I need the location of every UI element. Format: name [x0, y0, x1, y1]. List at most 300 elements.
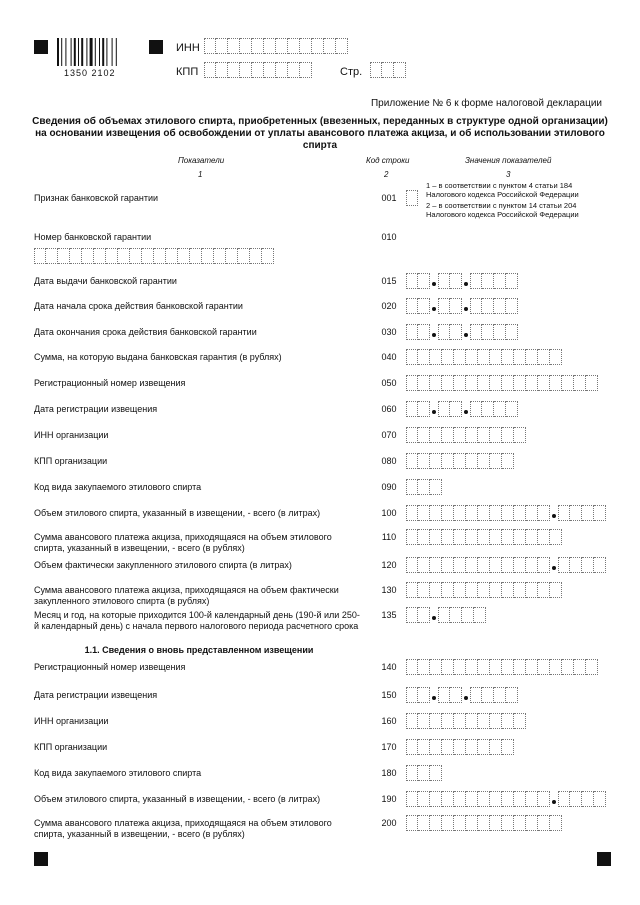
- row-value-field[interactable]: [406, 659, 598, 675]
- input-cell[interactable]: [430, 557, 442, 573]
- input-cell[interactable]: [490, 659, 502, 675]
- input-cell[interactable]: [502, 375, 514, 391]
- input-cell[interactable]: [406, 479, 418, 495]
- input-cell[interactable]: [502, 739, 514, 755]
- input-cell[interactable]: [430, 791, 442, 807]
- input-cell[interactable]: [406, 273, 418, 289]
- input-cell[interactable]: [418, 582, 430, 598]
- input-cell[interactable]: [430, 713, 442, 729]
- input-cell[interactable]: [406, 557, 418, 573]
- input-cell[interactable]: [506, 298, 518, 314]
- input-cell[interactable]: [418, 401, 430, 417]
- guarantee-note-2: 2 – в соответствии с пунктом 14 статьи 204 Налогового кодекса Российской Федерации: [426, 201, 579, 219]
- input-cell[interactable]: [502, 557, 514, 573]
- input-cell[interactable]: [526, 375, 538, 391]
- input-cell[interactable]: [214, 248, 226, 264]
- input-cell[interactable]: [538, 349, 550, 365]
- input-cell[interactable]: [430, 375, 442, 391]
- row-value-field[interactable]: [406, 375, 598, 391]
- input-cell[interactable]: [550, 375, 562, 391]
- input-cell[interactable]: [526, 659, 538, 675]
- input-cell[interactable]: [478, 791, 490, 807]
- input-cell[interactable]: [228, 62, 240, 78]
- input-cell[interactable]: [494, 298, 506, 314]
- input-cell[interactable]: [418, 739, 430, 755]
- input-cell[interactable]: [490, 453, 502, 469]
- input-cell[interactable]: [550, 815, 562, 831]
- input-cell[interactable]: [406, 298, 418, 314]
- input-cell[interactable]: [514, 529, 526, 545]
- input-cell[interactable]: [538, 529, 550, 545]
- input-cell[interactable]: [442, 713, 454, 729]
- input-cell[interactable]: [418, 298, 430, 314]
- input-cell[interactable]: [450, 607, 462, 623]
- input-cell[interactable]: [454, 375, 466, 391]
- input-cell[interactable]: [526, 791, 538, 807]
- input-cell[interactable]: [490, 739, 502, 755]
- input-cell[interactable]: [514, 375, 526, 391]
- input-cell[interactable]: [430, 427, 442, 443]
- input-cell[interactable]: [490, 557, 502, 573]
- input-cell[interactable]: [470, 273, 482, 289]
- input-cell[interactable]: [442, 453, 454, 469]
- input-cell[interactable]: [514, 427, 526, 443]
- input-cell[interactable]: [430, 815, 442, 831]
- input-cell[interactable]: [526, 349, 538, 365]
- input-cell[interactable]: [502, 791, 514, 807]
- input-cell[interactable]: [454, 349, 466, 365]
- row-label: Месяц и год, на которые приходится 100-й календарный день (190-й или 250-й календарный день) с начала первого налогового периода расчетного срока: [34, 610, 360, 631]
- input-cell[interactable]: [594, 505, 606, 521]
- input-cell[interactable]: [240, 62, 252, 78]
- input-cell[interactable]: [570, 557, 582, 573]
- input-cell[interactable]: [454, 453, 466, 469]
- input-cell[interactable]: [478, 659, 490, 675]
- input-cell[interactable]: [118, 248, 130, 264]
- input-cell[interactable]: [418, 529, 430, 545]
- input-cell[interactable]: [494, 273, 506, 289]
- row-value-field[interactable]: [406, 739, 514, 755]
- input-cell[interactable]: [406, 349, 418, 365]
- input-cell[interactable]: [478, 815, 490, 831]
- input-cell[interactable]: [288, 62, 300, 78]
- input-cell[interactable]: [490, 427, 502, 443]
- row-value-field[interactable]: [406, 479, 442, 495]
- input-cell[interactable]: [442, 659, 454, 675]
- input-cell[interactable]: [538, 791, 550, 807]
- input-cell[interactable]: [276, 38, 288, 54]
- input-cell[interactable]: [478, 582, 490, 598]
- input-cell[interactable]: [418, 713, 430, 729]
- input-cell[interactable]: [226, 248, 238, 264]
- input-cell[interactable]: [574, 375, 586, 391]
- input-cell[interactable]: [454, 529, 466, 545]
- input-cell[interactable]: [418, 427, 430, 443]
- input-cell[interactable]: [526, 557, 538, 573]
- row-value-field[interactable]: [406, 557, 606, 573]
- input-cell[interactable]: [406, 713, 418, 729]
- input-cell[interactable]: [430, 529, 442, 545]
- input-cell[interactable]: [478, 375, 490, 391]
- input-cell[interactable]: [594, 557, 606, 573]
- input-cell[interactable]: [418, 505, 430, 521]
- input-cell[interactable]: [570, 505, 582, 521]
- input-cell[interactable]: [582, 505, 594, 521]
- input-cell[interactable]: [262, 248, 274, 264]
- input-cell[interactable]: [34, 248, 46, 264]
- input-cell[interactable]: [300, 38, 312, 54]
- input-cell[interactable]: [478, 713, 490, 729]
- input-cell[interactable]: [490, 815, 502, 831]
- input-cell[interactable]: [478, 453, 490, 469]
- input-cell[interactable]: [502, 427, 514, 443]
- input-cell[interactable]: [252, 62, 264, 78]
- input-cell[interactable]: [406, 607, 418, 623]
- input-cell[interactable]: [502, 815, 514, 831]
- row-value-field[interactable]: [406, 505, 606, 521]
- input-cell[interactable]: [506, 687, 518, 703]
- row-value-field[interactable]: [406, 607, 486, 623]
- guarantee-note-1: 1 – в соответствии с пунктом 4 статьи 184 Налогового кодекса Российской Федерации: [426, 181, 579, 199]
- input-cell[interactable]: [454, 582, 466, 598]
- input-cell[interactable]: [470, 687, 482, 703]
- input-cell[interactable]: [406, 739, 418, 755]
- input-cell[interactable]: [490, 582, 502, 598]
- input-cell[interactable]: [474, 607, 486, 623]
- input-cell[interactable]: [394, 62, 406, 78]
- kpp-field[interactable]: [204, 62, 312, 78]
- row-value-field[interactable]: [406, 687, 518, 703]
- input-cell[interactable]: [558, 557, 570, 573]
- input-cell[interactable]: [94, 248, 106, 264]
- input-cell[interactable]: [442, 791, 454, 807]
- input-cell[interactable]: [502, 529, 514, 545]
- input-cell[interactable]: [418, 765, 430, 781]
- input-cell[interactable]: [570, 791, 582, 807]
- row-value-field[interactable]: [406, 349, 562, 365]
- input-cell[interactable]: [46, 248, 58, 264]
- input-cell[interactable]: [154, 248, 166, 264]
- input-cell[interactable]: [430, 765, 442, 781]
- row-value-field[interactable]: [406, 324, 518, 340]
- input-cell[interactable]: [466, 375, 478, 391]
- input-cell[interactable]: [418, 324, 430, 340]
- input-cell[interactable]: [324, 38, 336, 54]
- input-cell[interactable]: [406, 529, 418, 545]
- input-cell[interactable]: [406, 659, 418, 675]
- input-cell[interactable]: [442, 427, 454, 443]
- input-cell[interactable]: [502, 505, 514, 521]
- input-cell[interactable]: [526, 582, 538, 598]
- input-cell[interactable]: [490, 349, 502, 365]
- input-cell[interactable]: [438, 298, 450, 314]
- input-cell[interactable]: [418, 349, 430, 365]
- input-cell[interactable]: [166, 248, 178, 264]
- input-cell[interactable]: [204, 38, 216, 54]
- input-cell[interactable]: [466, 427, 478, 443]
- input-cell[interactable]: [454, 815, 466, 831]
- input-cell[interactable]: [478, 739, 490, 755]
- input-cell[interactable]: [450, 324, 462, 340]
- input-cell[interactable]: [130, 248, 142, 264]
- row-label: Дата окончания срока действия банковской гарантии: [34, 327, 257, 337]
- input-cell[interactable]: [450, 298, 462, 314]
- input-cell[interactable]: [550, 349, 562, 365]
- input-cell[interactable]: [454, 557, 466, 573]
- input-cell[interactable]: [466, 349, 478, 365]
- input-cell[interactable]: [406, 687, 418, 703]
- input-cell[interactable]: [514, 659, 526, 675]
- input-cell[interactable]: [490, 375, 502, 391]
- input-cell[interactable]: [450, 273, 462, 289]
- input-cell[interactable]: [406, 401, 418, 417]
- input-cell[interactable]: [478, 427, 490, 443]
- input-cell[interactable]: [288, 38, 300, 54]
- input-cell[interactable]: [594, 791, 606, 807]
- input-cell[interactable]: [506, 273, 518, 289]
- input-cell[interactable]: [238, 248, 250, 264]
- input-cell[interactable]: [586, 375, 598, 391]
- input-cell[interactable]: [466, 739, 478, 755]
- row-value-field[interactable]: [406, 273, 518, 289]
- input-cell[interactable]: [418, 815, 430, 831]
- input-cell[interactable]: [574, 659, 586, 675]
- input-cell[interactable]: [418, 557, 430, 573]
- input-cell[interactable]: [430, 582, 442, 598]
- input-cell[interactable]: [82, 248, 94, 264]
- input-cell[interactable]: [490, 791, 502, 807]
- input-cell[interactable]: [558, 791, 570, 807]
- input-cell[interactable]: [438, 687, 450, 703]
- input-cell[interactable]: [228, 38, 240, 54]
- input-cell[interactable]: [478, 505, 490, 521]
- input-cell[interactable]: [494, 401, 506, 417]
- input-cell[interactable]: [466, 557, 478, 573]
- input-cell[interactable]: [454, 791, 466, 807]
- input-cell[interactable]: [514, 791, 526, 807]
- input-cell[interactable]: [470, 298, 482, 314]
- input-cell[interactable]: [418, 791, 430, 807]
- input-cell[interactable]: [336, 38, 348, 54]
- input-cell[interactable]: [406, 582, 418, 598]
- input-cell[interactable]: [240, 38, 252, 54]
- input-cell[interactable]: [478, 529, 490, 545]
- row-value-field[interactable]: [406, 791, 606, 807]
- input-cell[interactable]: [406, 375, 418, 391]
- input-cell[interactable]: [142, 248, 154, 264]
- input-cell[interactable]: [558, 505, 570, 521]
- row-value-field[interactable]: [406, 713, 526, 729]
- input-cell[interactable]: [70, 248, 82, 264]
- input-cell[interactable]: [490, 713, 502, 729]
- input-cell[interactable]: [438, 324, 450, 340]
- input-cell[interactable]: [216, 38, 228, 54]
- input-cell[interactable]: [406, 453, 418, 469]
- input-cell[interactable]: [478, 557, 490, 573]
- input-cell[interactable]: [252, 38, 264, 54]
- input-cell[interactable]: [506, 324, 518, 340]
- input-cell[interactable]: [216, 62, 228, 78]
- input-cell[interactable]: [442, 739, 454, 755]
- input-cell[interactable]: [562, 375, 574, 391]
- input-cell[interactable]: [494, 687, 506, 703]
- input-cell[interactable]: [514, 815, 526, 831]
- input-cell[interactable]: [482, 401, 494, 417]
- input-cell[interactable]: [586, 659, 598, 675]
- input-cell[interactable]: [550, 529, 562, 545]
- input-cell[interactable]: [58, 248, 70, 264]
- input-cell[interactable]: [430, 505, 442, 521]
- input-cell[interactable]: [450, 401, 462, 417]
- input-cell[interactable]: [514, 557, 526, 573]
- input-cell[interactable]: [466, 659, 478, 675]
- input-cell[interactable]: [582, 791, 594, 807]
- input-cell[interactable]: [382, 62, 394, 78]
- input-cell[interactable]: [502, 713, 514, 729]
- row-value-field[interactable]: [34, 248, 274, 264]
- input-cell[interactable]: [482, 687, 494, 703]
- input-cell[interactable]: [204, 62, 216, 78]
- input-cell[interactable]: [454, 659, 466, 675]
- input-cell[interactable]: [466, 582, 478, 598]
- input-cell[interactable]: [550, 582, 562, 598]
- input-cell[interactable]: [442, 557, 454, 573]
- input-cell[interactable]: [442, 505, 454, 521]
- input-cell[interactable]: [454, 713, 466, 729]
- input-cell[interactable]: [442, 375, 454, 391]
- input-cell[interactable]: [470, 401, 482, 417]
- input-cell[interactable]: [250, 248, 262, 264]
- row-value-field[interactable]: [406, 190, 418, 206]
- input-cell[interactable]: [370, 62, 382, 78]
- row-code: 040: [381, 352, 397, 362]
- input-cell[interactable]: [202, 248, 214, 264]
- input-cell[interactable]: [276, 62, 288, 78]
- input-cell[interactable]: [454, 739, 466, 755]
- input-cell[interactable]: [526, 815, 538, 831]
- input-cell[interactable]: [478, 349, 490, 365]
- input-cell[interactable]: [502, 453, 514, 469]
- barcode: [57, 38, 139, 66]
- input-cell[interactable]: [430, 739, 442, 755]
- input-cell[interactable]: [502, 349, 514, 365]
- input-cell[interactable]: [442, 815, 454, 831]
- input-cell[interactable]: [106, 248, 118, 264]
- input-cell[interactable]: [450, 687, 462, 703]
- input-cell[interactable]: [406, 190, 418, 206]
- input-cell[interactable]: [442, 582, 454, 598]
- row-code: 020: [381, 301, 397, 311]
- input-cell[interactable]: [430, 453, 442, 469]
- row-value-field[interactable]: [406, 453, 514, 469]
- input-cell[interactable]: [466, 815, 478, 831]
- input-cell[interactable]: [406, 765, 418, 781]
- input-cell[interactable]: [454, 505, 466, 521]
- input-cell[interactable]: [506, 401, 518, 417]
- input-cell[interactable]: [406, 427, 418, 443]
- input-cell[interactable]: [490, 505, 502, 521]
- input-cell[interactable]: [514, 349, 526, 365]
- input-cell[interactable]: [442, 529, 454, 545]
- row-value-field[interactable]: [406, 582, 562, 598]
- input-cell[interactable]: [406, 791, 418, 807]
- input-cell[interactable]: [550, 659, 562, 675]
- input-cell[interactable]: [538, 505, 550, 521]
- row-value-field[interactable]: [406, 427, 526, 443]
- row-value-field[interactable]: [406, 765, 442, 781]
- row-value-field[interactable]: [406, 401, 518, 417]
- page-number-field[interactable]: [370, 62, 406, 78]
- input-cell[interactable]: [430, 479, 442, 495]
- input-cell[interactable]: [264, 38, 276, 54]
- input-cell[interactable]: [462, 607, 474, 623]
- input-cell[interactable]: [190, 248, 202, 264]
- input-cell[interactable]: [482, 273, 494, 289]
- input-cell[interactable]: [502, 582, 514, 598]
- input-cell[interactable]: [466, 453, 478, 469]
- input-cell[interactable]: [466, 505, 478, 521]
- input-cell[interactable]: [538, 582, 550, 598]
- input-cell[interactable]: [490, 529, 502, 545]
- input-cell[interactable]: [562, 659, 574, 675]
- input-cell[interactable]: [538, 659, 550, 675]
- input-cell[interactable]: [418, 659, 430, 675]
- input-cell[interactable]: [454, 427, 466, 443]
- input-cell[interactable]: [300, 62, 312, 78]
- input-cell[interactable]: [494, 324, 506, 340]
- input-cell[interactable]: [538, 557, 550, 573]
- input-cell[interactable]: [430, 659, 442, 675]
- input-cell[interactable]: [514, 505, 526, 521]
- input-cell[interactable]: [514, 713, 526, 729]
- input-cell[interactable]: [466, 713, 478, 729]
- input-cell[interactable]: [418, 479, 430, 495]
- input-cell[interactable]: [264, 62, 276, 78]
- input-cell[interactable]: [538, 375, 550, 391]
- input-cell[interactable]: [442, 349, 454, 365]
- input-cell[interactable]: [406, 324, 418, 340]
- input-cell[interactable]: [438, 607, 450, 623]
- input-cell[interactable]: [430, 349, 442, 365]
- input-cell[interactable]: [466, 529, 478, 545]
- inn-field[interactable]: [204, 38, 348, 54]
- input-cell[interactable]: [418, 607, 430, 623]
- input-cell[interactable]: [406, 815, 418, 831]
- row-value-field[interactable]: [406, 815, 562, 831]
- input-cell[interactable]: [526, 529, 538, 545]
- input-cell[interactable]: [418, 273, 430, 289]
- input-cell[interactable]: [482, 298, 494, 314]
- input-cell[interactable]: [438, 273, 450, 289]
- input-cell[interactable]: [526, 505, 538, 521]
- input-cell[interactable]: [502, 659, 514, 675]
- row-value-field[interactable]: [406, 298, 518, 314]
- input-cell[interactable]: [482, 324, 494, 340]
- input-cell[interactable]: [438, 401, 450, 417]
- row-value-field[interactable]: [406, 529, 562, 545]
- input-cell[interactable]: [538, 815, 550, 831]
- input-cell[interactable]: [582, 557, 594, 573]
- input-cell[interactable]: [178, 248, 190, 264]
- input-cell[interactable]: [514, 582, 526, 598]
- input-cell[interactable]: [418, 687, 430, 703]
- input-cell[interactable]: [466, 791, 478, 807]
- input-cell[interactable]: [418, 453, 430, 469]
- input-cell[interactable]: [312, 38, 324, 54]
- input-cell[interactable]: [418, 375, 430, 391]
- input-cell[interactable]: [406, 505, 418, 521]
- input-cell[interactable]: [470, 324, 482, 340]
